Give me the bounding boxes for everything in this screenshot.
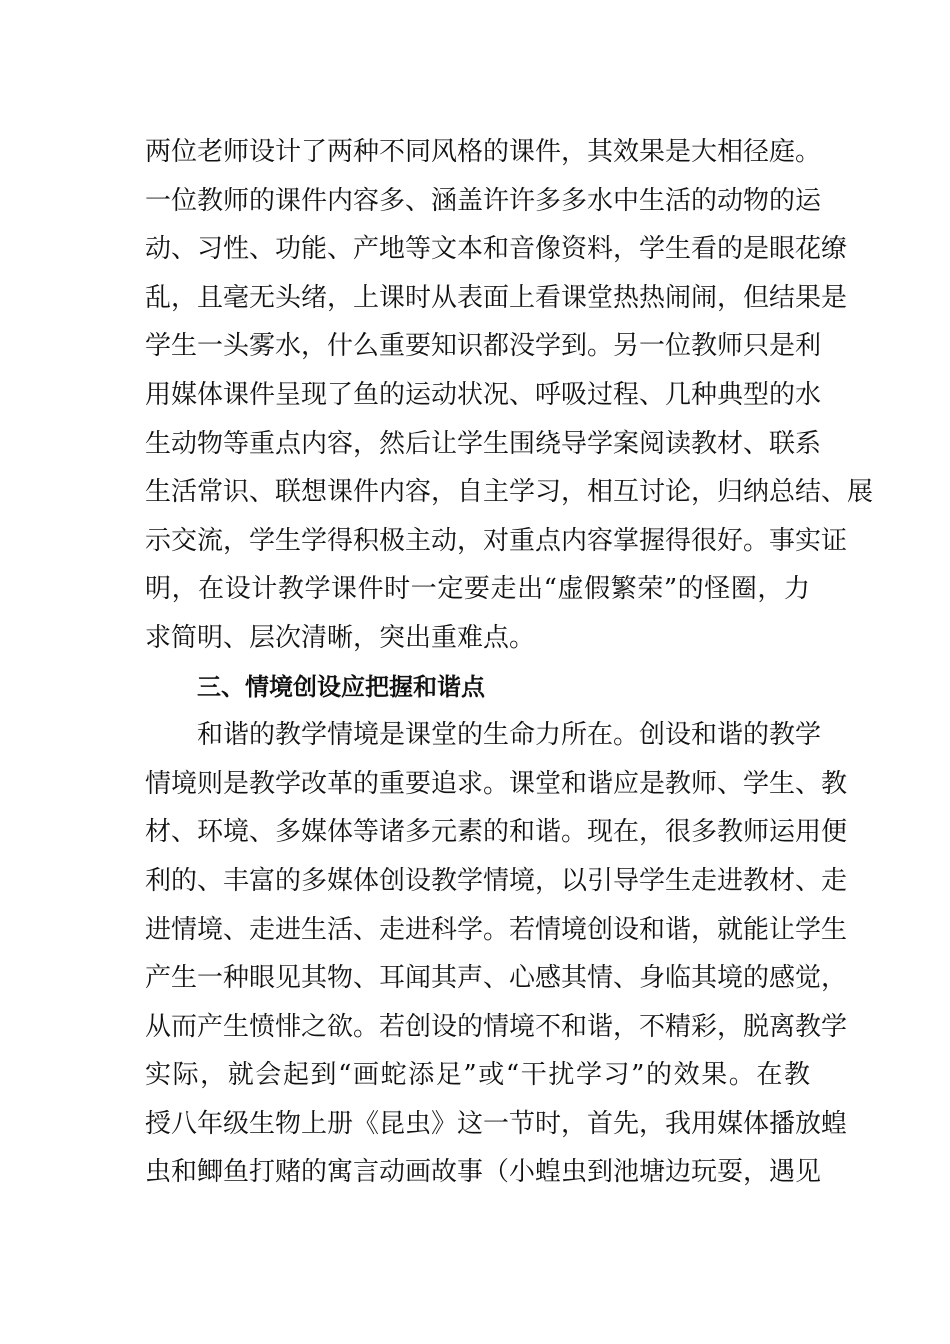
text-line: 两位老师设计了两种不同风格的课件，其效果是大相径庭。 bbox=[145, 137, 822, 167]
text-line: 乱，且毫无头绪，上课时从表面上看课堂热热闹闹，但结果是 bbox=[145, 282, 848, 313]
paragraph-2 bbox=[145, 711, 848, 1197]
text-line: 明，在设计教学课件时一定要走出“虚假繁荣”的怪圈，力 bbox=[145, 574, 810, 605]
text-line: 动、习性、功能、产地等文本和音像资料，学生看的是眼花缭 bbox=[145, 234, 848, 265]
text-line: 授八年级生物上册《昆虫》这一节时，首先，我用媒体播放蝗 bbox=[145, 1108, 848, 1139]
text-line: 用媒体课件呈现了鱼的运动状况、呼吸过程、几种典型的水 bbox=[145, 379, 822, 410]
text-line: 学生一头雾水，什么重要知识都没学到。另一位教师只是利 bbox=[145, 331, 822, 362]
text-line: 示交流，学生学得积极主动，对重点内容掌握得很好。事实证 bbox=[145, 525, 848, 556]
text-line: 生活常识、联想课件内容，自主学习，相互讨论，归纳总结、展 bbox=[145, 477, 874, 508]
text-line: 材、环境、多媒体等诸多元素的和谐。现在，很多教师运用便 bbox=[145, 817, 848, 848]
text-line: 虫和鲫鱼打赌的寓言动画故事（小蝗虫到池塘边玩耍，遇见 bbox=[145, 1157, 822, 1188]
text-line: 进情境、走进生活、走进科学。若情境创设和谐，就能让学生 bbox=[145, 914, 848, 945]
text-line: 情境则是教学改革的重要追求。课堂和谐应是教师、学生、教 bbox=[145, 768, 848, 799]
text-line: 生动物等重点内容，然后让学生围绕导学案阅读教材、联系 bbox=[145, 428, 822, 459]
section-heading: 三、情境创设应把握和谐点 bbox=[197, 672, 485, 701]
text-line: 产生一种眼见其物、耳闻其声、心感其情、身临其境的感觉， bbox=[145, 963, 848, 994]
document-body bbox=[145, 128, 874, 1197]
text-line: 从而产生愤悱之欲。若创设的情境不和谐，不精彩，脱离教学 bbox=[145, 1011, 848, 1042]
text-line: 实际，就会起到“画蛇添足”或“干扰学习”的效果。在教 bbox=[145, 1060, 810, 1091]
text-line: 利的、丰富的多媒体创设教学情境，以引导学生走进教材、走 bbox=[145, 865, 848, 896]
paragraph-1 bbox=[145, 128, 874, 663]
text-line: 和谐的教学情境是课堂的生命力所在。创设和谐的教学 bbox=[197, 720, 822, 751]
text-line: 一位教师的课件内容多、涵盖许许多多水中生活的动物的运 bbox=[145, 185, 822, 216]
text-line: 求简明、层次清晰，突出重难点。 bbox=[145, 622, 536, 653]
